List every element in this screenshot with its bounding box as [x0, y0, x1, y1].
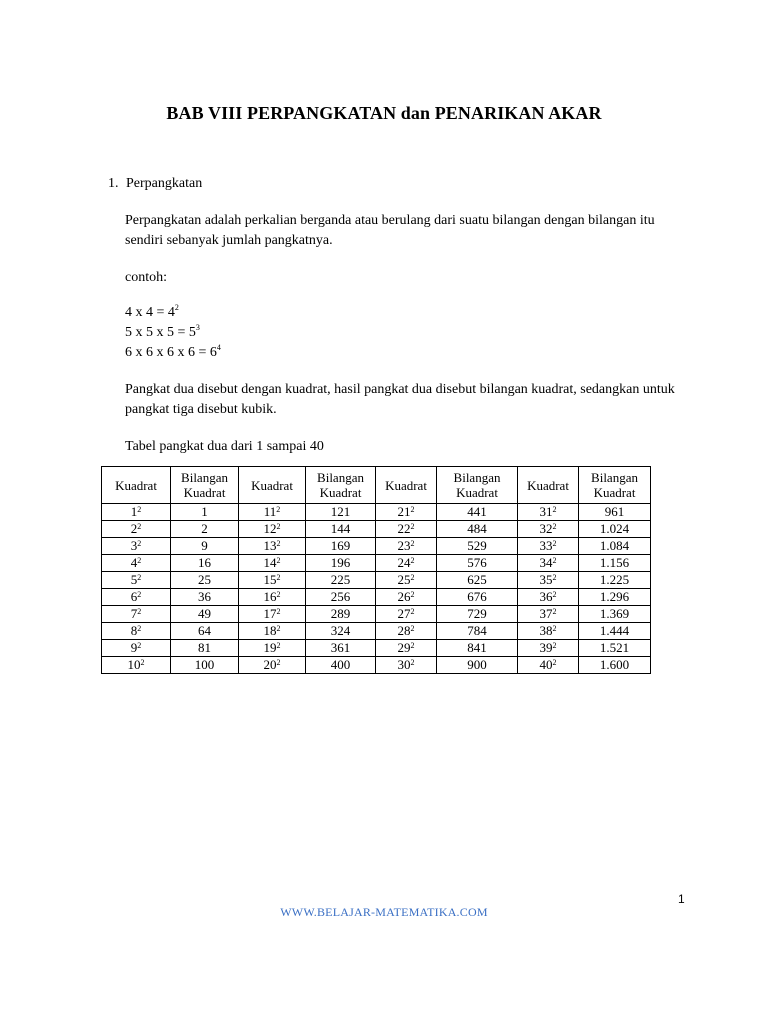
- exponent: 2: [552, 658, 557, 667]
- table-row: [102, 521, 651, 538]
- base-cell: [518, 538, 579, 555]
- exponent: 2: [410, 539, 415, 548]
- base-cell: [239, 606, 306, 623]
- example-exponent: 3: [195, 323, 200, 332]
- square-value-cell: 169: [306, 538, 376, 555]
- base-cell: [239, 589, 306, 606]
- base-value: 4: [130, 555, 138, 570]
- exponent: 2: [552, 522, 557, 531]
- base-value: 28: [397, 623, 411, 638]
- square-value-cell: 1.225: [579, 572, 651, 589]
- base-value: 19: [263, 640, 277, 655]
- example-label: contoh:: [125, 270, 167, 285]
- base-value: 40: [539, 657, 553, 672]
- square-value-cell: 784: [437, 623, 518, 640]
- square-value-cell: 81: [171, 640, 239, 657]
- base-value: 38: [539, 623, 553, 638]
- base-value: 21: [397, 504, 411, 519]
- exponent: 2: [276, 522, 281, 531]
- explanation-paragraph: Pangkat dua disebut dengan kuadrat, hasil pangkat dua disebut bilangan kuadrat, sedangkan untuk pangkat tiga disebut kubik.: [125, 382, 675, 417]
- exponent: 2: [410, 658, 415, 667]
- exponent: 2: [137, 539, 142, 548]
- base-value: 34: [539, 555, 553, 570]
- table-row: [102, 572, 651, 589]
- base-value: 23: [397, 538, 411, 553]
- square-value-cell: 841: [437, 640, 518, 657]
- exponent: 2: [552, 539, 557, 548]
- page-number: 1: [678, 892, 685, 906]
- square-value-cell: 961: [579, 504, 651, 521]
- square-value-cell: 625: [437, 572, 518, 589]
- base-cell: [102, 623, 171, 640]
- table-row: [102, 504, 651, 521]
- square-value-cell: 9: [171, 538, 239, 555]
- exponent: 2: [137, 590, 142, 599]
- square-value-cell: 289: [306, 606, 376, 623]
- base-cell: [102, 640, 171, 657]
- square-value-cell: 484: [437, 521, 518, 538]
- exponent: 2: [410, 590, 415, 599]
- square-value-cell: 1.296: [579, 589, 651, 606]
- table-row: [102, 555, 651, 572]
- base-cell: [239, 504, 306, 521]
- base-cell: [102, 606, 171, 623]
- base-value: 11: [263, 504, 277, 519]
- base-cell: [239, 572, 306, 589]
- square-value-cell: 121: [306, 504, 376, 521]
- base-cell: [376, 504, 437, 521]
- table-row: [102, 657, 651, 674]
- example-expression: 5 x 5 x 5 = 5: [125, 325, 196, 340]
- exponent: 2: [276, 556, 281, 565]
- table-header-cell: Bilangan Kuadrat: [306, 467, 376, 504]
- exponent: 2: [137, 505, 142, 514]
- base-cell: [102, 504, 171, 521]
- square-value-cell: 1.024: [579, 521, 651, 538]
- example-exponent: 4: [216, 343, 221, 352]
- base-cell: [376, 657, 437, 674]
- table-header-cell: Kuadrat: [518, 467, 579, 504]
- table-header-cell: Kuadrat: [376, 467, 437, 504]
- section-title: Perpangkatan: [126, 176, 203, 191]
- base-value: 22: [397, 521, 411, 536]
- base-value: 6: [130, 589, 138, 604]
- base-cell: [518, 555, 579, 572]
- base-cell: [376, 589, 437, 606]
- base-value: 17: [263, 606, 277, 621]
- example-line-2: [125, 325, 200, 341]
- base-cell: [518, 504, 579, 521]
- square-value-cell: 1.444: [579, 623, 651, 640]
- base-cell: [102, 657, 171, 674]
- base-value: 25: [397, 572, 411, 587]
- square-value-cell: 256: [306, 589, 376, 606]
- base-value: 1: [130, 504, 138, 519]
- exponent: 2: [410, 505, 415, 514]
- square-value-cell: 16: [171, 555, 239, 572]
- exponent: 2: [137, 573, 142, 582]
- exponent: 2: [552, 641, 557, 650]
- base-value: 27: [397, 606, 411, 621]
- square-value-cell: 225: [306, 572, 376, 589]
- base-value: 18: [263, 623, 277, 638]
- section-heading: [108, 176, 202, 192]
- base-value: 36: [539, 589, 553, 604]
- squares-table: [101, 466, 651, 674]
- base-value: 7: [130, 606, 138, 621]
- base-cell: [376, 521, 437, 538]
- exponent: 2: [552, 590, 557, 599]
- square-value-cell: 196: [306, 555, 376, 572]
- base-cell: [518, 606, 579, 623]
- exponent: 2: [410, 573, 415, 582]
- exponent: 2: [552, 624, 557, 633]
- table-row: [102, 589, 651, 606]
- base-cell: [518, 521, 579, 538]
- base-cell: [102, 555, 171, 572]
- square-value-cell: 576: [437, 555, 518, 572]
- example-expression: 4 x 4 = 4: [125, 305, 175, 320]
- base-cell: [376, 572, 437, 589]
- base-value: 33: [539, 538, 553, 553]
- base-cell: [239, 623, 306, 640]
- base-value: 31: [539, 504, 553, 519]
- square-value-cell: 2: [171, 521, 239, 538]
- base-cell: [376, 640, 437, 657]
- square-value-cell: 1.600: [579, 657, 651, 674]
- exponent: 2: [410, 641, 415, 650]
- base-value: 10: [127, 657, 141, 672]
- table-header-cell: Bilangan Kuadrat: [579, 467, 651, 504]
- base-cell: [518, 589, 579, 606]
- base-value: 39: [539, 640, 553, 655]
- exponent: 2: [410, 624, 415, 633]
- exponent: 2: [276, 624, 281, 633]
- base-cell: [102, 572, 171, 589]
- table-row: [102, 606, 651, 623]
- square-value-cell: 529: [437, 538, 518, 555]
- square-value-cell: 64: [171, 623, 239, 640]
- section-number: 1.: [108, 176, 119, 191]
- base-value: 37: [539, 606, 553, 621]
- square-value-cell: 49: [171, 606, 239, 623]
- square-value-cell: 1: [171, 504, 239, 521]
- square-value-cell: 676: [437, 589, 518, 606]
- exponent: 2: [276, 573, 281, 582]
- base-value: 9: [130, 640, 138, 655]
- base-value: 32: [539, 521, 553, 536]
- base-cell: [102, 538, 171, 555]
- base-cell: [239, 640, 306, 657]
- base-value: 26: [397, 589, 411, 604]
- base-cell: [239, 538, 306, 555]
- table-header-row: [102, 467, 651, 504]
- base-value: 30: [397, 657, 411, 672]
- table-row: [102, 538, 651, 555]
- exponent: 2: [137, 556, 142, 565]
- table-header-cell: Bilangan Kuadrat: [171, 467, 239, 504]
- exponent: 2: [140, 658, 145, 667]
- exponent: 2: [137, 641, 142, 650]
- footer-link[interactable]: WWW.BELAJAR-MATEMATIKA.COM: [280, 905, 488, 919]
- exponent: 2: [276, 658, 281, 667]
- square-value-cell: 100: [171, 657, 239, 674]
- base-value: 15: [263, 572, 277, 587]
- base-cell: [518, 640, 579, 657]
- table-caption: Tabel pangkat dua dari 1 sampai 40: [125, 439, 324, 454]
- exponent: 2: [276, 539, 281, 548]
- square-value-cell: 144: [306, 521, 376, 538]
- exponent: 2: [410, 522, 415, 531]
- base-cell: [239, 521, 306, 538]
- exponent: 2: [276, 590, 281, 599]
- example-line-1: [125, 305, 179, 321]
- base-cell: [239, 657, 306, 674]
- square-value-cell: 1.084: [579, 538, 651, 555]
- base-cell: [518, 657, 579, 674]
- exponent: 2: [276, 607, 281, 616]
- base-cell: [376, 623, 437, 640]
- base-value: 5: [130, 572, 138, 587]
- square-value-cell: 25: [171, 572, 239, 589]
- square-value-cell: 1.156: [579, 555, 651, 572]
- square-value-cell: 361: [306, 640, 376, 657]
- table-row: [102, 623, 651, 640]
- exponent: 2: [137, 624, 142, 633]
- base-cell: [376, 606, 437, 623]
- base-value: 13: [263, 538, 277, 553]
- square-value-cell: 900: [437, 657, 518, 674]
- base-value: 2: [130, 521, 138, 536]
- square-value-cell: 729: [437, 606, 518, 623]
- base-cell: [102, 589, 171, 606]
- example-exponent: 2: [174, 303, 179, 312]
- example-expression: 6 x 6 x 6 x 6 = 6: [125, 345, 217, 360]
- table-header-cell: Kuadrat: [102, 467, 171, 504]
- square-value-cell: 1.521: [579, 640, 651, 657]
- base-cell: [518, 623, 579, 640]
- exponent: 2: [137, 522, 142, 531]
- base-cell: [518, 572, 579, 589]
- base-value: 29: [397, 640, 411, 655]
- exponent: 2: [552, 607, 557, 616]
- base-cell: [376, 555, 437, 572]
- square-value-cell: 441: [437, 504, 518, 521]
- table-header-cell: Bilangan Kuadrat: [437, 467, 518, 504]
- base-value: 3: [130, 538, 138, 553]
- square-value-cell: 400: [306, 657, 376, 674]
- exponent: 2: [276, 505, 281, 514]
- table-row: [102, 640, 651, 657]
- exponent: 2: [552, 573, 557, 582]
- base-value: 12: [263, 521, 277, 536]
- intro-paragraph: Perpangkatan adalah perkalian berganda atau berulang dari suatu bilangan dengan bilangan itu sendiri sebanyak jumlah pangkatnya.: [125, 213, 655, 248]
- base-cell: [102, 521, 171, 538]
- square-value-cell: 36: [171, 589, 239, 606]
- exponent: 2: [410, 607, 415, 616]
- base-value: 20: [263, 657, 277, 672]
- base-value: 8: [130, 623, 138, 638]
- base-value: 24: [397, 555, 411, 570]
- table-header-cell: Kuadrat: [239, 467, 306, 504]
- square-value-cell: 1.369: [579, 606, 651, 623]
- exponent: 2: [552, 556, 557, 565]
- exponent: 2: [552, 505, 557, 514]
- base-value: 16: [263, 589, 277, 604]
- base-cell: [376, 538, 437, 555]
- base-value: 35: [539, 572, 553, 587]
- square-value-cell: 324: [306, 623, 376, 640]
- example-line-3: [125, 345, 221, 361]
- base-cell: [239, 555, 306, 572]
- page-title: BAB VIII PERPANGKATAN dan PENARIKAN AKAR: [166, 103, 602, 123]
- exponent: 2: [276, 641, 281, 650]
- exponent: 2: [410, 556, 415, 565]
- exponent: 2: [137, 607, 142, 616]
- base-value: 14: [263, 555, 277, 570]
